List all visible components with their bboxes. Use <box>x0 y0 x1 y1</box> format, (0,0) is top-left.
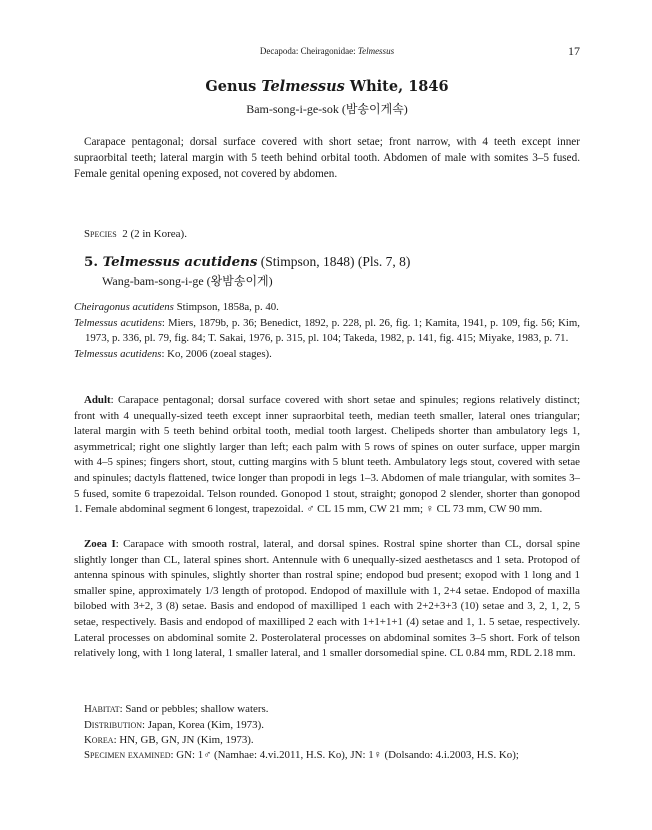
synonymy-entry: Telmessus acutidens: Miers, 1879b, p. 36; Benedict, 1892, p. 228, pl. 26, fig. 1; Kamita, 1941, p. 109, fig. 56; Kim, 1973, p. 336, pl. 79, fig. 84; T. Sakai, 1976, p. 315, pl. 104; Takeda, 1982, p. 141, fig. 415; Miyake, 1983, p. 71. <box>74 316 580 345</box>
synonymy <box>74 300 580 362</box>
species-count <box>84 228 187 240</box>
page-number: 17 <box>568 44 580 58</box>
adult-label: Adult <box>84 394 111 406</box>
genus-name: Telmessus <box>261 78 345 95</box>
species-title: 5. Telmessus acutidens (Stimpson, 1848) (Pls. 7, 8) <box>84 254 411 270</box>
distribution: Distribution: Japan, Korea (Kim, 1973). <box>84 719 264 731</box>
zoea-label: Zoea I <box>84 538 116 550</box>
running-head: Decapoda: Cheiragonidae: Telmessus <box>259 46 395 56</box>
running-head-genus: Telmessus <box>357 46 395 56</box>
korea-records: Korea: HN, GB, GN, JN (Kim, 1973). <box>84 734 254 746</box>
zoea-description: Zoea I: Carapace with smooth rostral, lateral, and dorsal spines. Rostral spine shorter than CL, dorsal spine slightly longer than CL, lateral spines short. Antennule with 6 unequally-sized aesthetascs and 1 seta. Protopod of antenna spinous with spinules, slightly shorter than rostral spine; endopod bud present; exopod with 1 long and 1 smaller spine, approximately 1/3 length of protopod. Endopod of maxillule with 1, 2+4 setae. Endopod of maxilla bilobed with 3+2, 3 (8) setae. Basis and endopod of maxilliped 1 each with 2+2+3+3 (10) setae and 3, 2, 1, 2, 5 setae, respectively. Basis and endopod of maxilliped 2 each with 1+1+1+1 (4) setae and 1, 1. 5 setae, respectively. Lateral processes on abdominal somite 2. Posterolateral processes on abdominal somites 3–5 short. Fork of telson relatively long, with 1 long lateral, 1 smaller lateral, and 1 smaller dorsomedial spine. CL 0.84 mm, RDL 2.18 mm. <box>74 538 580 660</box>
distribution-label: Distribution <box>84 719 143 731</box>
genus-title: Genus Telmessus White, 1846 <box>205 78 449 95</box>
habitat-label: Habitat <box>84 703 120 715</box>
synonymy-entry: Cheiragonus acutidens Stimpson, 1858a, p. 40. <box>74 301 279 313</box>
adult-description: Adult: Carapace pentagonal; dorsal surface covered with short setae and spinules; regions relatively distinct; front with 4 unequally-sized teeth except inner supraorbital teeth, median teeth smaller, lateral ones triangular; lateral margin with 5 teeth behind orbital tooth, medial tooth largest. Chelipeds shorter than ambulatory legs 1, asymmetrical; right one slightly larger than left; each palm with 5 rows of spines on outer surface, upper margin with 4–5 spines; fingers short, stout, cutting margins with 5 blunt teeth. Ambulatory legs stout, covered with setae and spinules; dactyls flattened, twice longer than propodi in legs 1–3. Abdomen of male triangular, with somites 3–5 fused, somite 6 trapezoidal. Telson rounded. Gonopod 1 stout, straight; gonopod 2 slender, shorter than gonopod 1. Female abdominal segment 6 longest, trapezoidal. ♂ CL 15 mm, CW 21 mm; ♀ CL 73 mm, CW 90 mm. <box>74 394 580 516</box>
genus-description: Carapace pentagonal; dorsal surface covered with short setae; front narrow, with 4 teeth except inner supraorbital teeth; lateral margin with 5 teeth behind orbital tooth. Abdomen of male with somites 3–5 fused. Female genital opening exposed, not covered by abdomen. <box>74 136 580 181</box>
habitat: Habitat: Sand or pebbles; shallow waters. <box>84 703 269 715</box>
korea-label: Korea <box>84 734 114 746</box>
specimen-examined: Specimen examined: GN: 1♂ (Namhae: 4.vi.2011, H.S. Ko), JN: 1♀ (Dolsando: 4.i.2003, H.S. Ko); <box>84 749 519 761</box>
species-count-value: 2 (2 in Korea). <box>122 228 187 240</box>
synonymy-entry: Telmessus acutidens: Ko, 2006 (zoeal stages). <box>74 347 272 360</box>
species-korean-name: Wang-bam-song-i-ge (왕밤송이게) <box>102 274 273 288</box>
genus-korean-name: Bam-song-i-ge-sok (밤송이게속) <box>246 102 408 116</box>
species-name: Telmessus acutidens <box>102 254 258 270</box>
specimen-label: Specimen examined <box>84 749 171 761</box>
species-count-label: Species <box>84 228 117 240</box>
species-author: (Stimpson, 1848) (Pls. 7, 8) <box>257 254 411 269</box>
